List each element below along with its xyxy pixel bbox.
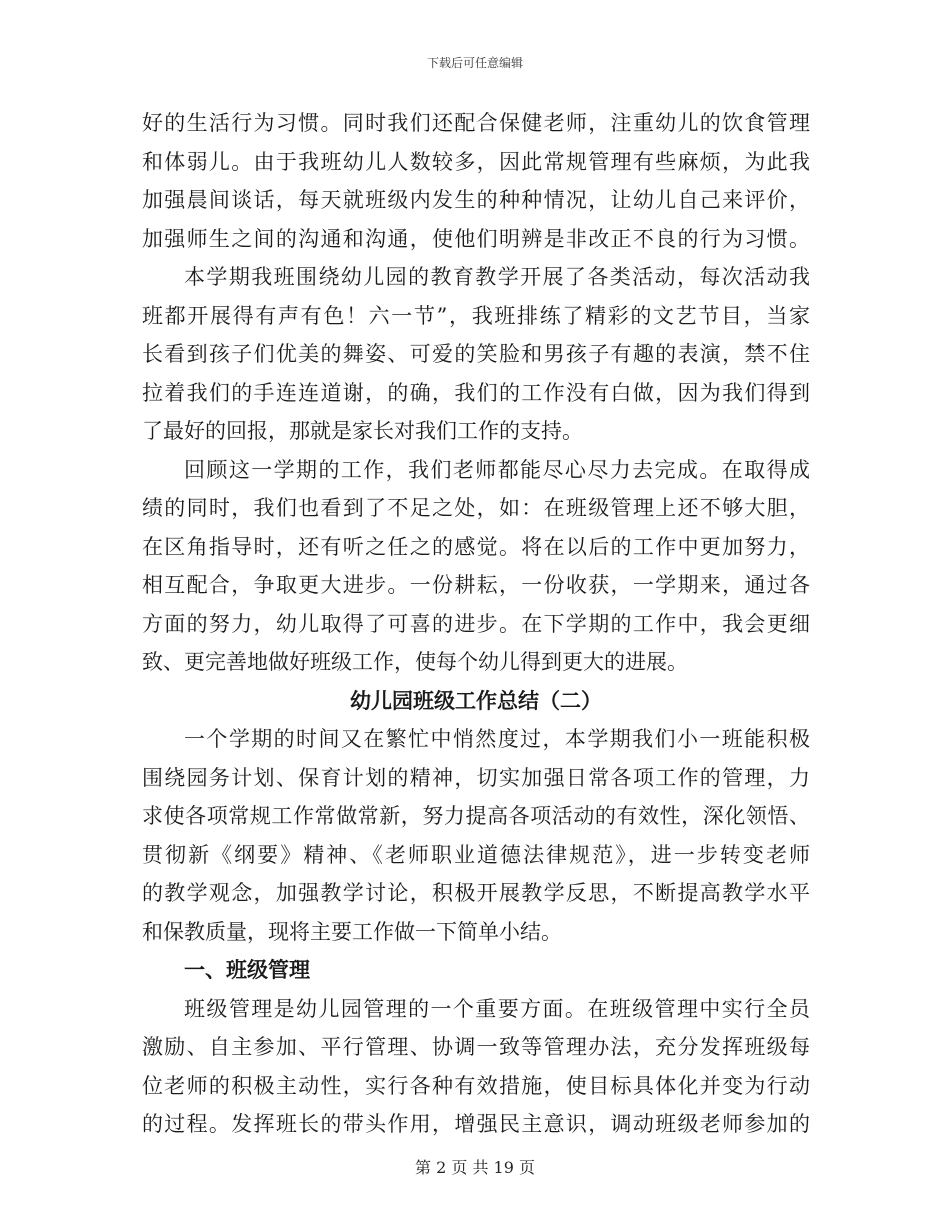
- text-line: 激励、自主参加、平行管理、协调一致等管理办法，充分发挥班级每: [142, 1035, 810, 1059]
- page-header-note: 下载后可任意编辑: [426, 56, 523, 70]
- text-line: 贯彻新《纲要》精神、《老师职业道德法律规范》，进一步转变老师: [142, 842, 810, 867]
- text-line: 方面的努力，幼儿取得了可喜的进步。在下学期的工作中，我会更细: [142, 611, 810, 636]
- text-line: 绩的同时，我们也看到了不足之处，如：在班级管理上还不够大胆，: [142, 496, 810, 520]
- text-line: 本学期我班围绕幼儿园的教育教学开展了各类活动，每次活动我: [184, 265, 810, 289]
- text-line: 和保教质量，现将主要工作做一下简单小结。: [142, 919, 562, 944]
- page-footer-number: 第 2 页 共 19 页: [415, 1158, 535, 1177]
- text-line: 的教学观念，加强教学讨论，积极开展教学反思，不断提高教学水平: [142, 881, 810, 905]
- paragraph-1: [142, 104, 810, 258]
- paragraph-2: [142, 258, 810, 451]
- section-title: 幼儿园班级工作总结（二）: [350, 687, 602, 713]
- paragraph-4: [142, 720, 810, 951]
- text-line: 求使各项常规工作常做常新，努力提高各项活动的有效性，深化领悟、: [142, 804, 810, 828]
- text-line: 在区角指导时，还有听之任之的感觉。将在以后的工作中更加努力，: [142, 534, 810, 559]
- paragraph-3: [142, 451, 810, 682]
- subsection-heading: 一、班级管理: [184, 957, 310, 982]
- text-line: 班级管理是幼儿园管理的一个重要方面。在班级管理中实行全员: [184, 996, 810, 1021]
- text-line: 加强晨间谈话，每天就班级内发生的种种情况，让幼儿自己来评价，: [142, 188, 810, 212]
- text-line: 长看到孩子们优美的舞姿、可爱的笑脸和男孩子有趣的表演，禁不住: [142, 342, 810, 366]
- text-line: 围绕园务计划、保育计划的精神，切实加强日常各项工作的管理，力: [142, 765, 810, 790]
- text-line: 位老师的积极主动性，实行各种有效措施，使目标具体化并变为行动: [142, 1073, 810, 1098]
- text-line: 了最好的回报，那就是家长对我们工作的支持。: [142, 419, 583, 443]
- text-line: 班都开展得有声有色！六一节”，我班排练了精彩的文艺节目，当家: [142, 303, 810, 328]
- text-line: 回顾这一学期的工作，我们老师都能尽心尽力去完成。在取得成: [184, 457, 810, 482]
- text-line: 加强师生之间的沟通和沟通，使他们明辨是非改正不良的行为习惯。: [142, 226, 810, 251]
- text-line: 一个学期的时间又在繁忙中悄然度过，本学期我们小一班能积极: [184, 727, 810, 751]
- paragraph-5: [142, 990, 810, 1144]
- text-line: 拉着我们的手连连道谢，的确，我们的工作没有白做，因为我们得到: [142, 380, 810, 405]
- document-body: [142, 104, 810, 1144]
- text-line: 致、更完善地做好班级工作，使每个幼儿得到更大的进展。: [142, 650, 688, 674]
- text-line: 好的生活行为习惯。同时我们还配合保健老师，注重幼儿的饮食管理: [142, 111, 810, 135]
- text-line: 相互配合，争取更大进步。一份耕耘，一份收获，一学期来，通过各: [142, 573, 810, 597]
- text-line: 和体弱儿。由于我班幼儿人数较多，因此常规管理有些麻烦，为此我: [142, 149, 810, 174]
- text-line: 的过程。发挥班长的带头作用，增强民主意识，调动班级老师参加的: [142, 1112, 810, 1136]
